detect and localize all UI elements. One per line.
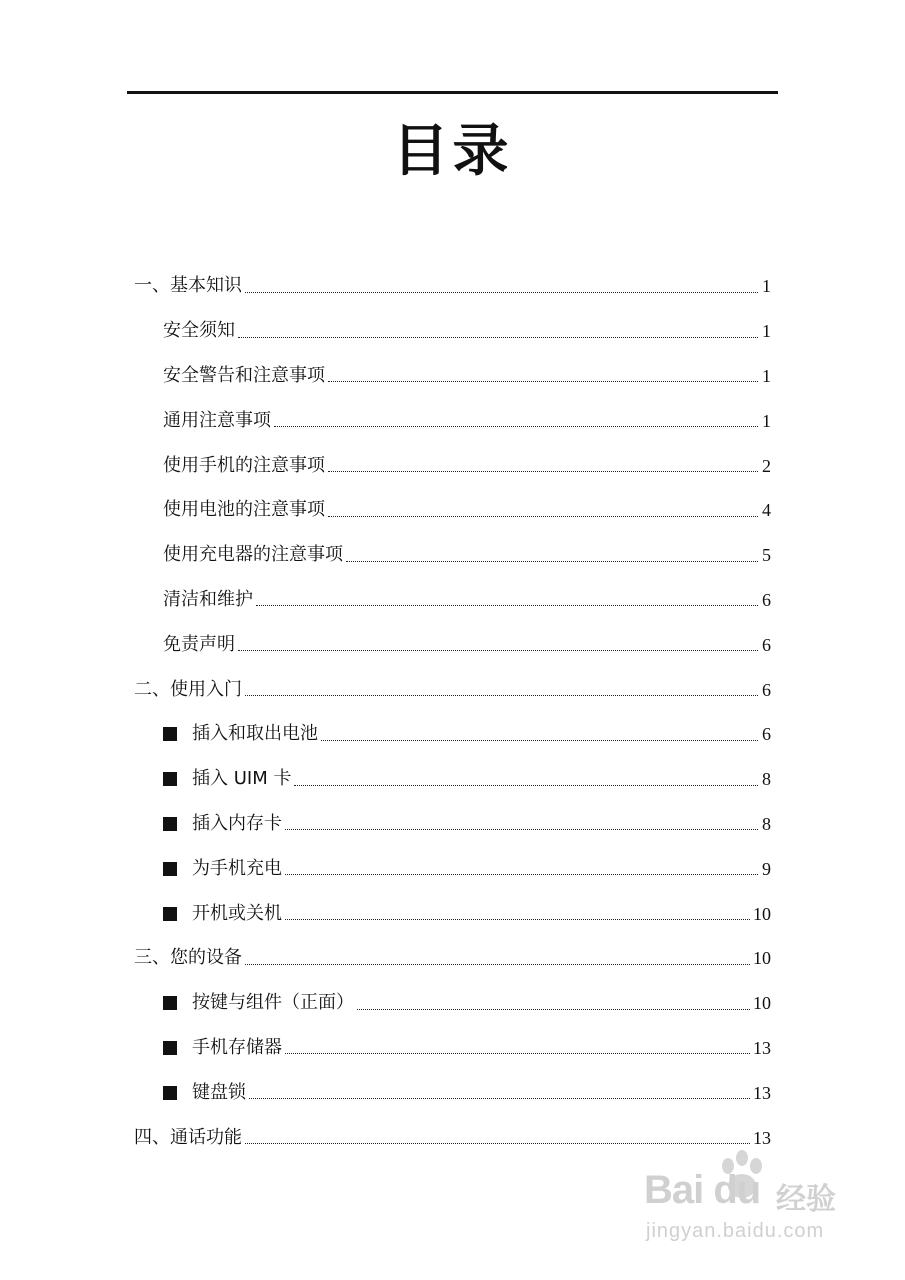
dot-leader bbox=[249, 1098, 750, 1099]
toc-entry-page-number: 9 bbox=[762, 858, 771, 879]
toc-entry-page-number: 13 bbox=[753, 1037, 771, 1058]
toc-entry[interactable] bbox=[134, 1026, 771, 1071]
toc-entry[interactable] bbox=[134, 578, 771, 623]
table-of-contents bbox=[134, 264, 771, 1160]
toc-entry-label: 开机或关机 bbox=[192, 902, 282, 924]
toc-entry-label: 使用充电器的注意事项 bbox=[163, 544, 343, 566]
toc-entry-page-number: 10 bbox=[753, 903, 771, 924]
toc-entry-label: 插入和取出电池 bbox=[192, 723, 318, 745]
toc-entry-page-number: 8 bbox=[762, 769, 771, 790]
toc-entry-page-number: 6 bbox=[762, 589, 771, 610]
square-bullet-icon bbox=[163, 1086, 177, 1100]
toc-entry-label: 使用手机的注意事项 bbox=[163, 454, 325, 476]
toc-entry-label: 免责声明 bbox=[163, 633, 235, 655]
toc-entry-page-number: 13 bbox=[753, 1082, 771, 1103]
toc-entry-page-number: 6 bbox=[762, 724, 771, 745]
toc-entry[interactable] bbox=[134, 936, 771, 981]
dot-leader bbox=[285, 874, 758, 875]
toc-entry[interactable] bbox=[134, 1070, 771, 1115]
square-bullet-icon bbox=[163, 907, 177, 921]
toc-entry[interactable] bbox=[134, 264, 771, 309]
toc-entry-page-number: 4 bbox=[762, 500, 771, 521]
page-title: 目录 bbox=[392, 118, 513, 184]
toc-entry[interactable] bbox=[134, 667, 771, 712]
toc-entry-page-number: 5 bbox=[762, 545, 771, 566]
dot-leader bbox=[328, 516, 758, 517]
toc-entry[interactable] bbox=[134, 309, 771, 354]
dot-leader bbox=[238, 650, 758, 651]
dot-leader bbox=[346, 561, 758, 562]
toc-entry-page-number: 1 bbox=[762, 321, 771, 342]
square-bullet-icon bbox=[163, 1041, 177, 1055]
toc-entry[interactable] bbox=[134, 488, 771, 533]
watermark-url: jingyan.baidu.com bbox=[646, 1220, 825, 1242]
toc-entry[interactable] bbox=[134, 622, 771, 667]
dot-leader bbox=[245, 1143, 750, 1144]
watermark-brand: 经验 bbox=[776, 1182, 836, 1217]
dot-leader bbox=[285, 919, 750, 920]
dot-leader bbox=[328, 471, 758, 472]
toc-entry-page-number: 1 bbox=[762, 276, 771, 297]
toc-entry[interactable] bbox=[134, 533, 771, 578]
toc-entry-label: 使用电池的注意事项 bbox=[163, 499, 325, 521]
toc-entry[interactable] bbox=[134, 802, 771, 847]
watermark-logo: Bai du bbox=[644, 1168, 761, 1212]
toc-entry-page-number: 13 bbox=[753, 1127, 771, 1148]
square-bullet-icon bbox=[163, 772, 177, 786]
dot-leader bbox=[285, 829, 758, 830]
toc-entry-label: 插入 UIM 卡 bbox=[192, 768, 292, 790]
toc-entry-page-number: 1 bbox=[762, 410, 771, 431]
toc-entry-label: 按键与组件（正面） bbox=[192, 992, 354, 1014]
toc-entry[interactable] bbox=[134, 891, 771, 936]
dot-leader bbox=[245, 292, 758, 293]
toc-entry[interactable] bbox=[134, 846, 771, 891]
header-rule bbox=[127, 91, 778, 94]
toc-entry-page-number: 1 bbox=[762, 365, 771, 386]
dot-leader bbox=[245, 695, 758, 696]
toc-entry-label: 为手机充电 bbox=[192, 857, 282, 879]
toc-entry-label: 插入内存卡 bbox=[192, 812, 282, 834]
toc-entry[interactable] bbox=[134, 981, 771, 1026]
toc-entry-label: 一、基本知识 bbox=[134, 275, 242, 297]
dot-leader bbox=[238, 337, 758, 338]
dot-leader bbox=[285, 1053, 750, 1054]
toc-entry-page-number: 10 bbox=[753, 993, 771, 1014]
toc-entry-label: 手机存储器 bbox=[192, 1036, 282, 1058]
toc-entry-label: 四、通话功能 bbox=[134, 1126, 242, 1148]
square-bullet-icon bbox=[163, 817, 177, 831]
dot-leader bbox=[256, 605, 758, 606]
toc-entry-label: 键盘锁 bbox=[192, 1081, 246, 1103]
toc-entry[interactable] bbox=[134, 354, 771, 399]
toc-entry-page-number: 6 bbox=[762, 634, 771, 655]
square-bullet-icon bbox=[163, 996, 177, 1010]
toc-entry[interactable] bbox=[134, 398, 771, 443]
square-bullet-icon bbox=[163, 862, 177, 876]
toc-entry-page-number: 10 bbox=[753, 948, 771, 969]
toc-entry-label: 安全警告和注意事项 bbox=[163, 364, 325, 386]
watermark bbox=[640, 1148, 860, 1248]
square-bullet-icon bbox=[163, 727, 177, 741]
dot-leader bbox=[294, 785, 758, 786]
toc-entry[interactable] bbox=[134, 757, 771, 802]
dot-leader bbox=[357, 1009, 750, 1010]
toc-entry-label: 清洁和维护 bbox=[163, 588, 253, 610]
toc-entry-page-number: 6 bbox=[762, 679, 771, 700]
toc-entry-label: 二、使用入门 bbox=[134, 678, 242, 700]
toc-entry[interactable] bbox=[134, 443, 771, 488]
toc-entry-label: 三、您的设备 bbox=[134, 947, 242, 969]
toc-entry-page-number: 2 bbox=[762, 455, 771, 476]
dot-leader bbox=[328, 381, 758, 382]
toc-entry-label: 通用注意事项 bbox=[163, 409, 271, 431]
toc-entry[interactable] bbox=[134, 712, 771, 757]
toc-entry-page-number: 8 bbox=[762, 813, 771, 834]
dot-leader bbox=[274, 426, 758, 427]
dot-leader bbox=[321, 740, 758, 741]
dot-leader bbox=[245, 964, 750, 965]
toc-entry-label: 安全须知 bbox=[163, 320, 235, 342]
